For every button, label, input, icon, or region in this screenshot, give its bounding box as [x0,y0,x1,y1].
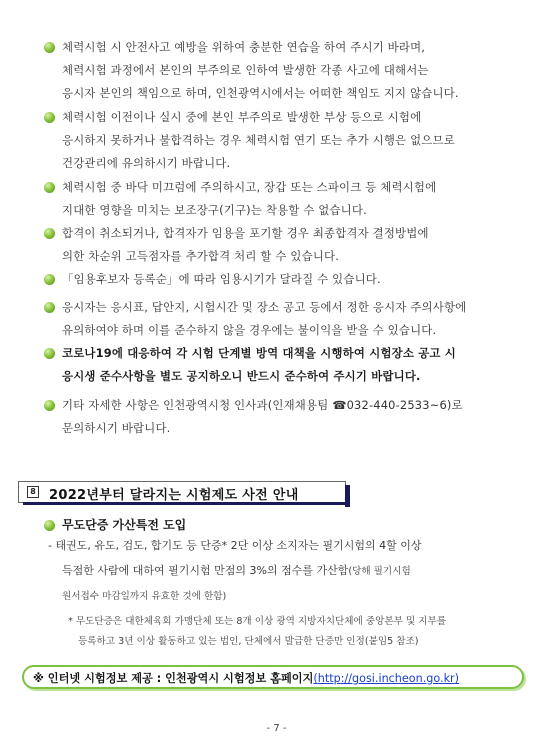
bullet-dot-icon [44,520,55,531]
website-info-banner [22,665,524,689]
homepage-link[interactable]: (http://gosi.incheon.go.kr) [313,672,460,685]
dash-item-line-3: 원서접수 마감일까지 유효한 것에 한함) [62,591,227,602]
bullet-text-line: 「임용후보자 등록순」에 따라 임용시기가 달라질 수 있습니다. [62,272,381,286]
bullet-dot-icon [44,42,55,53]
bullet-text-line: 코로나19에 대응하여 각 시험 단계별 방역 대책을 시행하여 시험장소 공고 시 [62,346,457,360]
bullet-dot-icon [44,348,55,359]
bullet-text-line: 응시생 준수사항을 별도 공지하오니 반드시 준수하여 주시기 바랍니다. [62,369,421,383]
dash-item-line-1: - 태권도, 유도, 검도, 합기도 등 단증* 2단 이상 소지자는 필기시험의 4할 이상 [48,539,422,552]
footnote-line-1: * 무도단증은 대한체육회 가맹단체 또는 8개 이상 광역 지방자치단체에 중앙본부 및 지부를 [68,616,447,627]
bullet-dot-icon [44,228,55,239]
bullet-text-line: 유의하여야 하며 이를 준수하지 않을 경우에는 불이익을 받을 수 있습니다. [62,323,437,337]
bullet-dot-icon [44,112,55,123]
bullet-text-line: 체력시험 시 안전사고 예방을 위하여 충분한 연습을 하여 주시기 바라며, [62,40,426,54]
bullet-text-line: 합격이 취소되거나, 합격자가 임용을 포기할 경우 최종합격자 결정방법에 [62,226,429,240]
bullet-text-line: 지대한 영향을 미치는 보조장구(기구)는 착용할 수 없습니다. [62,203,367,217]
bullet-dot-icon [44,274,55,285]
subsection-title: 무도단증 가산특전 도입 [62,518,187,532]
bullet-text-line: 의한 차순위 고득점자를 추가합격 처리 할 수 있습니다. [62,249,340,263]
section-number-badge: 8 [27,486,39,498]
section-heading-box [18,481,346,503]
bullet-text-line: 문의하시기 바랍니다. [62,421,171,435]
bullet-text-line: 체력시험 이전이나 실시 중에 본인 부주의로 발생한 부상 등으로 시험에 [62,110,422,124]
footnote-line-2: 등록하고 3년 이상 활동하고 있는 법인, 단체에서 발급한 단증만 인정(붙임5 참조) [78,636,419,647]
bullet-dot-icon [44,182,55,193]
section-title: 2022년부터 달라지는 시험제도 사전 안내 [49,488,299,503]
bullet-text-line: 체력시험 과정에서 본인의 부주의로 인하여 발생한 각종 사고에 대해서는 [62,63,429,77]
bullet-text-line: 체력시험 중 바닥 미끄럼에 주의하시고, 장갑 또는 스파이크 등 체력시험에 [62,180,437,194]
dash-item-line-2: 득점한 사람에 대하여 필기시험 만점의 3%의 점수를 가산함(당해 필기시험 [62,564,411,577]
bullet-text-line: 응시하지 못하거나 불합격하는 경우 체력시험 연기 또는 추가 시행은 없으므로 [62,133,455,147]
bullet-dot-icon [44,400,55,411]
bullet-text-line: 응시자는 응시표, 답안지, 시험시간 및 장소 공고 등에서 정한 응시자 주의사항에 [62,300,467,314]
bullet-text-line: 기타 자세한 사항은 인천광역시청 인사과(인재채용팀 ☎032-440-2533~6)로 [62,398,463,412]
page-number: - 7 - [266,723,287,734]
banner-label: ※ 인터넷 시험정보 제공 : 인천광역시 시험정보 홈페이지 [33,672,314,685]
bullet-dot-icon [44,302,55,313]
bullet-text-line: 건강관리에 유의하시기 바랍니다. [62,156,231,170]
bullet-text-line: 응시자 본인의 책임으로 하며, 인천광역시에서는 어떠한 책임도 지지 않습니다. [62,86,459,100]
